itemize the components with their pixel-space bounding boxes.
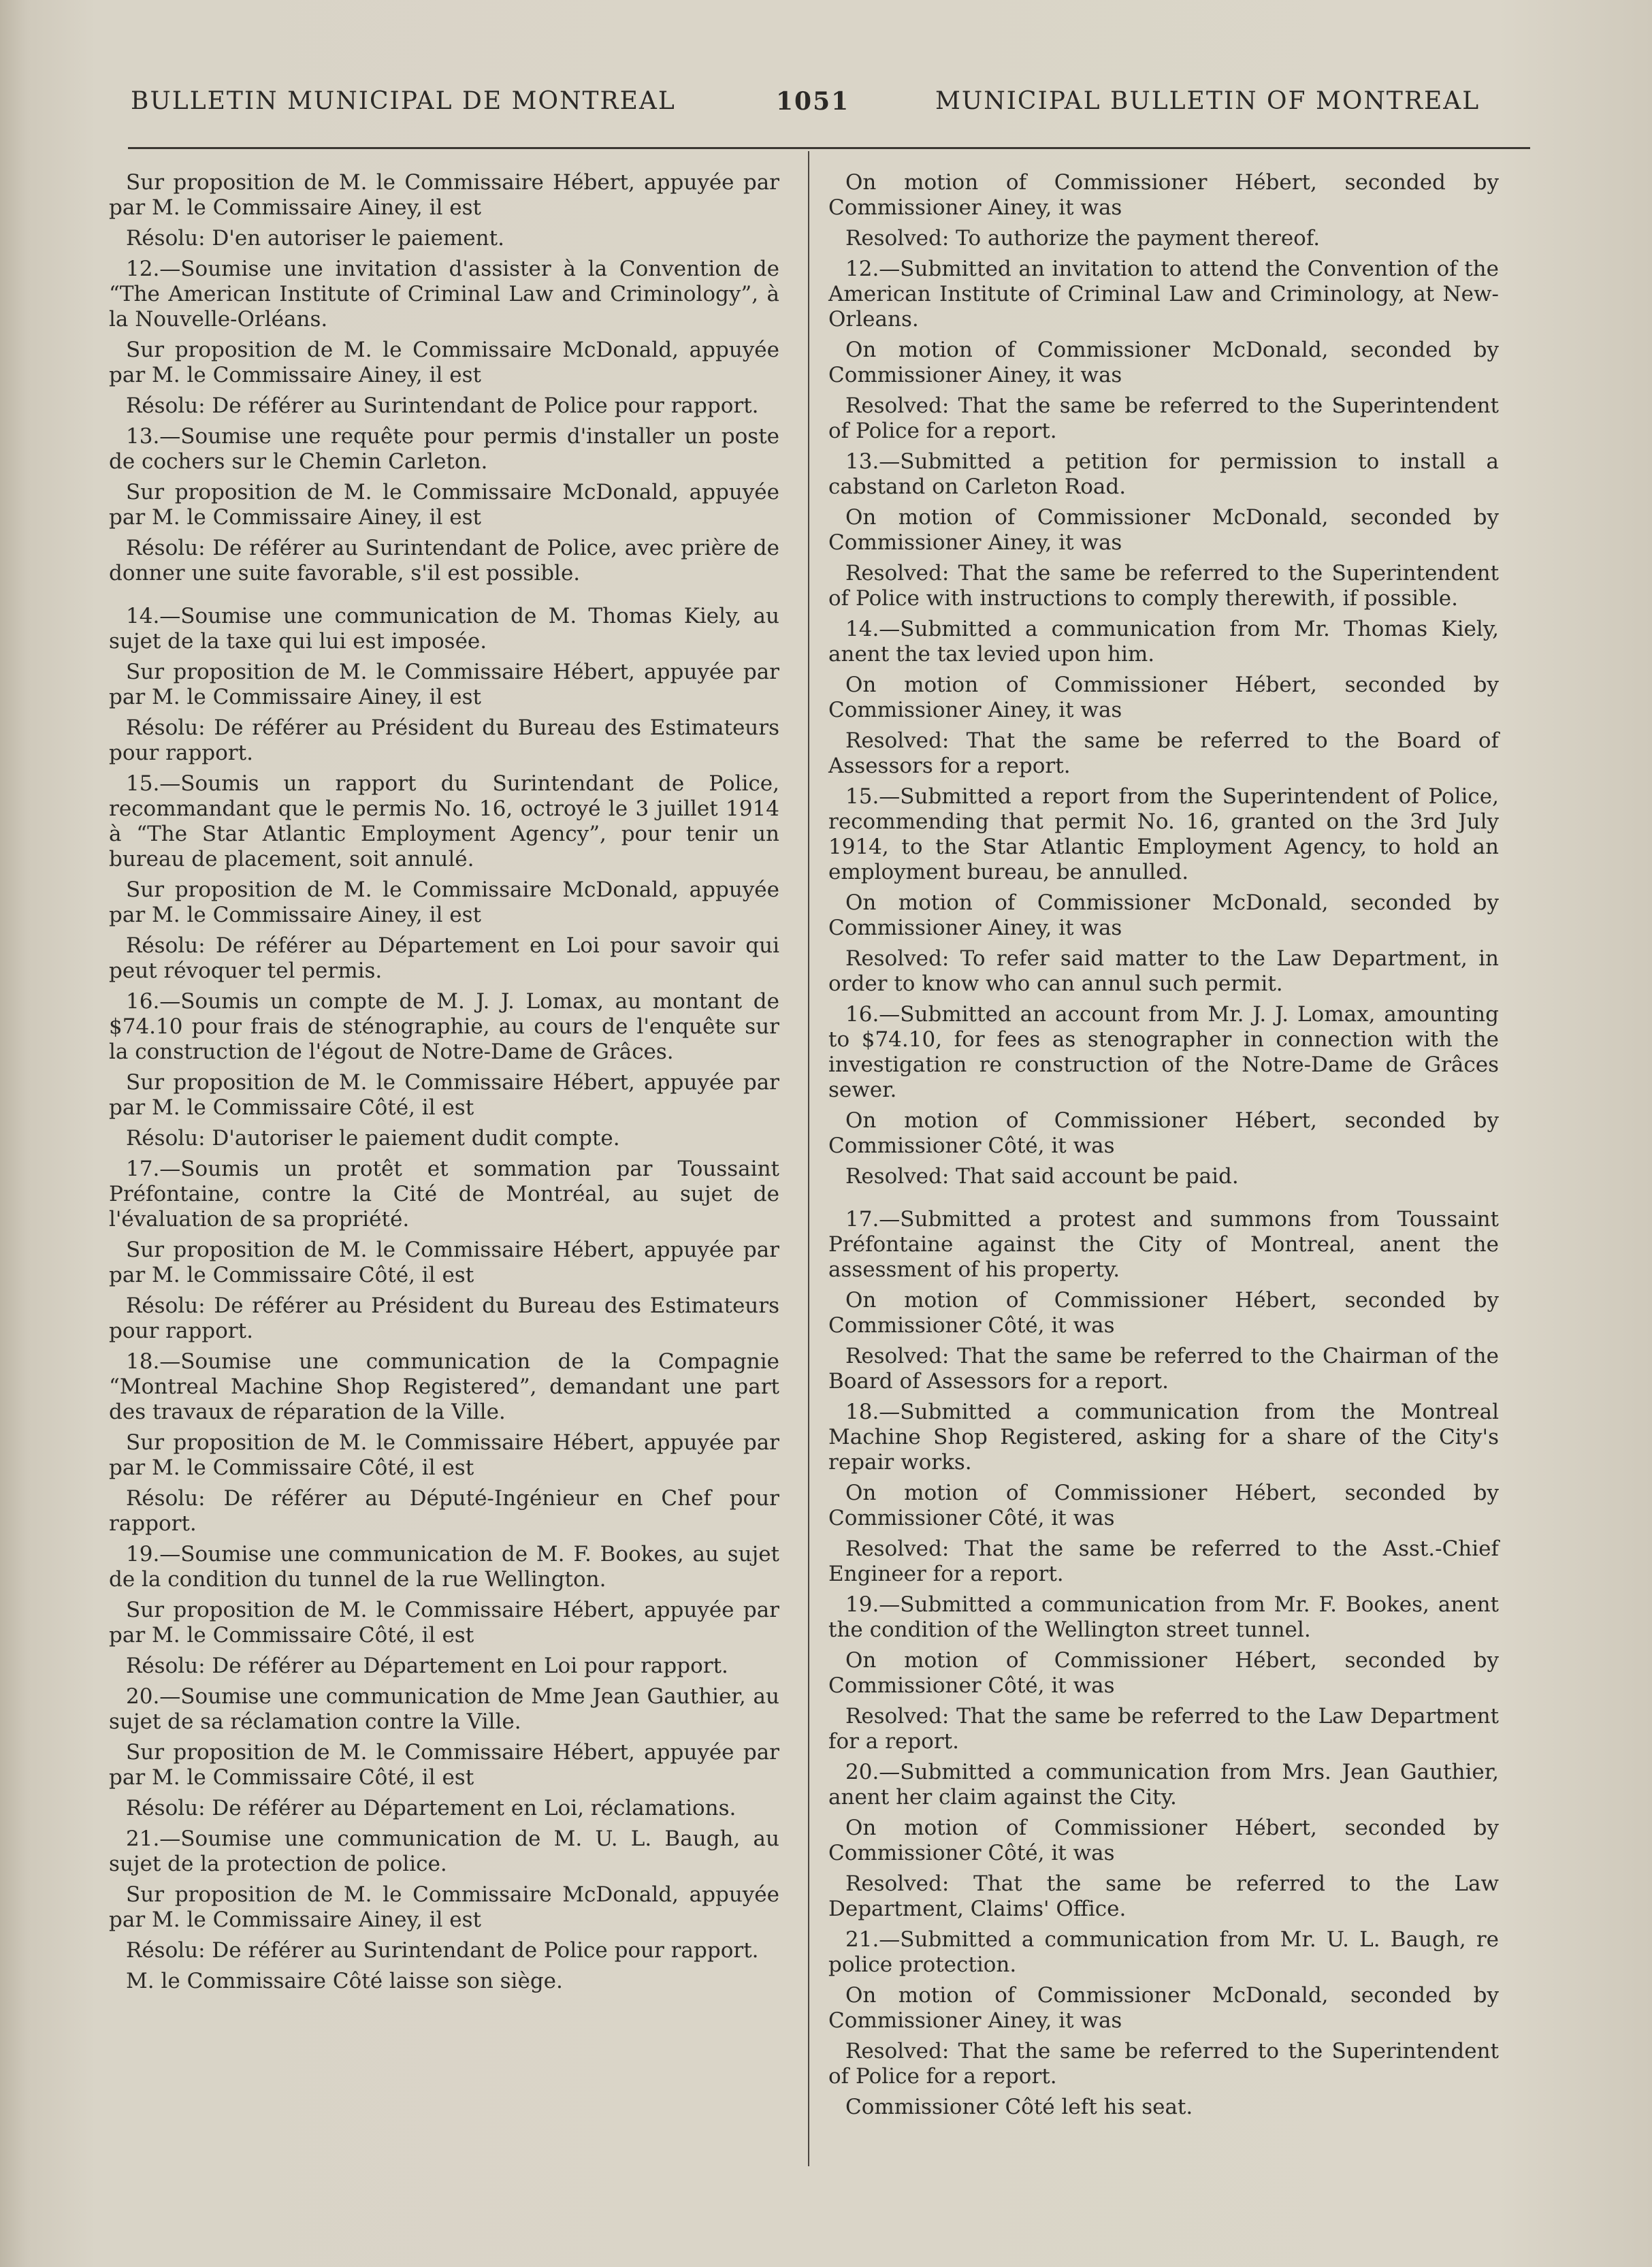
english-column (828, 170, 1499, 2125)
paragraph: 20.—Soumise une communication de Mme Jean Gauthier, au sujet de sa réclamation contre la Ville. (109, 1684, 779, 1734)
paragraph: 18.—Submitted a communication from the Montreal Machine Shop Registered, asking for a share of the City's repair works. (828, 1400, 1499, 1475)
french-column (109, 170, 779, 1999)
paragraph: Sur proposition de M. le Commissaire McDonald, appuyée par M. le Commissaire Ainey, il est (109, 878, 779, 927)
paragraph: 17.—Submitted a protest and summons from Toussaint Préfontaine against the City of Montreal, anent the assessment of his property. (828, 1207, 1499, 1282)
paragraph: On motion of Commissioner Hébert, seconded by Commissioner Côté, it was (828, 1108, 1499, 1158)
paragraph: Sur proposition de M. le Commissaire McDonald, appuyée par M. le Commissaire Ainey, il est (109, 338, 779, 387)
paragraph: Sur proposition de M. le Commissaire Hébert, appuyée par par M. le Commissaire Côté, il est (109, 1740, 779, 1790)
paragraph: Commissioner Côté left his seat. (845, 2095, 1193, 2119)
paragraph: On motion of Commissioner Hébert, seconded by Commissioner Côté, it was (828, 1481, 1499, 1530)
paragraph: 15.—Soumis un rapport du Surintendant de Police, recommandant que le permis No. 16, octroyé le 3 juillet 1914 à “The Star Atlantic Employment Agency”, pour tenir un bureau de placement, soit annulé. (109, 771, 779, 871)
page-number: 1051 (776, 87, 850, 116)
paragraph: 21.—Submitted a communication from Mr. U. L. Baugh, re police protection. (828, 1927, 1499, 1977)
paragraph: Résolu: De référer au Département en Loi pour savoir qui peut révoquer tel permis. (109, 933, 779, 983)
paragraph: 20.—Submitted a communication from Mrs. Jean Gauthier, anent her claim against the City. (828, 1760, 1499, 1810)
paragraph: Resolved: That the same be referred to the Superintendent of Police for a report. (828, 393, 1499, 443)
paragraph: 12.—Submitted an invitation to attend the Convention of the American Institute of Criminal Law and Criminology, at New-Orleans. (828, 257, 1499, 332)
paragraph: Résolu: De référer au Président du Bureau des Estimateurs pour rapport. (109, 716, 779, 765)
paragraph: Resolved: That said account be paid. (845, 1164, 1239, 1189)
paragraph: Resolved: That the same be referred to the Superintendent of Police with instructions to comply therewith, if possible. (828, 561, 1499, 611)
paragraph: Sur proposition de M. le Commissaire McDonald, appuyée par M. le Commissaire Ainey, il est (109, 480, 779, 530)
paragraph: Résolu: De référer au Surintendant de Police pour rapport. (126, 393, 759, 418)
paragraph: On motion of Commissioner Hébert, seconded by Commissioner Côté, it was (828, 1648, 1499, 1698)
paragraph: M. le Commissaire Côté laisse son siège. (126, 1969, 563, 1993)
paragraph: Resolved: That the same be referred to the Law Department for a report. (828, 1704, 1499, 1754)
paragraph: 13.—Submitted a petition for permission to install a cabstand on Carleton Road. (828, 449, 1499, 499)
header-title-english: MUNICIPAL BULLETIN OF MONTREAL (935, 87, 1480, 115)
paragraph: On motion of Commissioner Hébert, seconded by Commissioner Côté, it was (828, 1288, 1499, 1338)
paragraph: 17.—Soumis un protêt et sommation par Toussaint Préfontaine, contre la Cité de Montréal, au sujet de l'évaluation de sa propriété. (109, 1157, 779, 1232)
paragraph: On motion of Commissioner McDonald, seconded by Commissioner Ainey, it was (828, 505, 1499, 555)
paragraph: Resolved: That the same be referred to the Chairman of the Board of Assessors for a report. (828, 1344, 1499, 1394)
paragraph: 21.—Soumise une communication de M. U. L. Baugh, au sujet de la protection de police. (109, 1827, 779, 1876)
paragraph: Résolu: De référer au Président du Bureau des Estimateurs pour rapport. (109, 1293, 779, 1343)
paragraph: On motion of Commissioner McDonald, seconded by Commissioner Ainey, it was (828, 338, 1499, 387)
page-header (0, 87, 1652, 128)
paragraph: Résolu: D'autoriser le paiement dudit compte. (126, 1126, 620, 1151)
paragraph: 16.—Submitted an account from Mr. J. J. Lomax, amounting to $74.10, for fees as stenographer in connection with the investigation re construction of the Notre-Dame de Grâces sewer. (828, 1002, 1499, 1102)
paragraph: Sur proposition de M. le Commissaire Hébert, appuyée par par M. le Commissaire Côté, il est (109, 1430, 779, 1480)
paragraph: 19.—Submitted a communication from Mr. F. Bookes, anent the condition of the Wellington street tunnel. (828, 1592, 1499, 1642)
paragraph: Resolved: To refer said matter to the Law Department, in order to know who can annul such permit. (828, 946, 1499, 996)
paragraph: Sur proposition de M. le Commissaire Hébert, appuyée par par M. le Commissaire Ainey, il est (109, 660, 779, 709)
paragraph: 19.—Soumise une communication de M. F. Bookes, au sujet de la condition du tunnel de la rue Wellington. (109, 1542, 779, 1592)
paragraph: 15.—Submitted a report from the Superintendent of Police, recommending that permit No. 16, granted on the 3rd July 1914, to the Star Atlantic Employment Agency, to hold an employment bureau, be annulled. (828, 784, 1499, 884)
paragraph: On motion of Commissioner Hébert, seconded by Commissioner Ainey, it was (828, 170, 1499, 220)
header-title-french: BULLETIN MUNICIPAL DE MONTREAL (131, 87, 676, 115)
paragraph: Sur proposition de M. le Commissaire Hébert, appuyée par par M. le Commissaire Côté, il est (109, 1238, 779, 1287)
paragraph: On motion of Commissioner McDonald, seconded by Commissioner Ainey, it was (828, 890, 1499, 940)
paragraph: Sur proposition de M. le Commissaire Hébert, appuyée par par M. le Commissaire Ainey, il est (109, 170, 779, 220)
paragraph: Resolved: That the same be referred to the Superintendent of Police for a report. (828, 2039, 1499, 2089)
paragraph: Sur proposition de M. le Commissaire McDonald, appuyée par M. le Commissaire Ainey, il est (109, 1882, 779, 1932)
paragraph: 14.—Soumise une communication de M. Thomas Kiely, au sujet de la taxe qui lui est imposée. (109, 604, 779, 654)
paragraph: 18.—Soumise une communication de la Compagnie “Montreal Machine Shop Registered”, demandant une part des travaux de réparation de la Ville. (109, 1349, 779, 1424)
paragraph: Sur proposition de M. le Commissaire Hébert, appuyée par par M. le Commissaire Côté, il est (109, 1598, 779, 1647)
column-divider (808, 151, 809, 2166)
paragraph: Résolu: De référer au Surintendant de Police pour rapport. (126, 1938, 759, 1963)
paragraph: Résolu: D'en autoriser le paiement. (126, 226, 504, 251)
paragraph: Resolved: To authorize the payment thereof. (845, 226, 1321, 251)
paragraph: Résolu: De référer au Député-Ingénieur en Chef pour rapport. (109, 1486, 779, 1536)
paragraph: Résolu: De référer au Département en Loi, réclamations. (126, 1796, 736, 1820)
paragraph: 13.—Soumise une requête pour permis d'installer un poste de cochers sur le Chemin Carleton. (109, 424, 779, 474)
paragraph: Résolu: De référer au Département en Loi pour rapport. (126, 1654, 728, 1678)
paragraph: Resolved: That the same be referred to the Law Department, Claims' Office. (828, 1871, 1499, 1921)
paragraph: Résolu: De référer au Surintendant de Police, avec prière de donner une suite favorable, s'il est possible. (109, 536, 779, 585)
paragraph: Resolved: That the same be referred to the Asst.-Chief Engineer for a report. (828, 1537, 1499, 1586)
paragraph: On motion of Commissioner Hébert, seconded by Commissioner Ainey, it was (828, 673, 1499, 722)
paragraph: Sur proposition de M. le Commissaire Hébert, appuyée par par M. le Commissaire Côté, il est (109, 1070, 779, 1120)
paragraph: On motion of Commissioner Hébert, seconded by Commissioner Côté, it was (828, 1816, 1499, 1865)
paragraph: 12.—Soumise une invitation d'assister à la Convention de “The American Institute of Criminal Law and Criminology”, à la Nouvelle-Orléans. (109, 257, 779, 332)
paragraph: On motion of Commissioner McDonald, seconded by Commissioner Ainey, it was (828, 1983, 1499, 2033)
header-rule (128, 147, 1530, 149)
paragraph: 14.—Submitted a communication from Mr. Thomas Kiely, anent the tax levied upon him. (828, 617, 1499, 666)
paragraph: 16.—Soumis un compte de M. J. J. Lomax, au montant de $74.10 pour frais de sténographie, au cours de l'enquête sur la construction de l'égout de Notre-Dame de Grâces. (109, 989, 779, 1064)
paragraph: Resolved: That the same be referred to the Board of Assessors for a report. (828, 728, 1499, 778)
